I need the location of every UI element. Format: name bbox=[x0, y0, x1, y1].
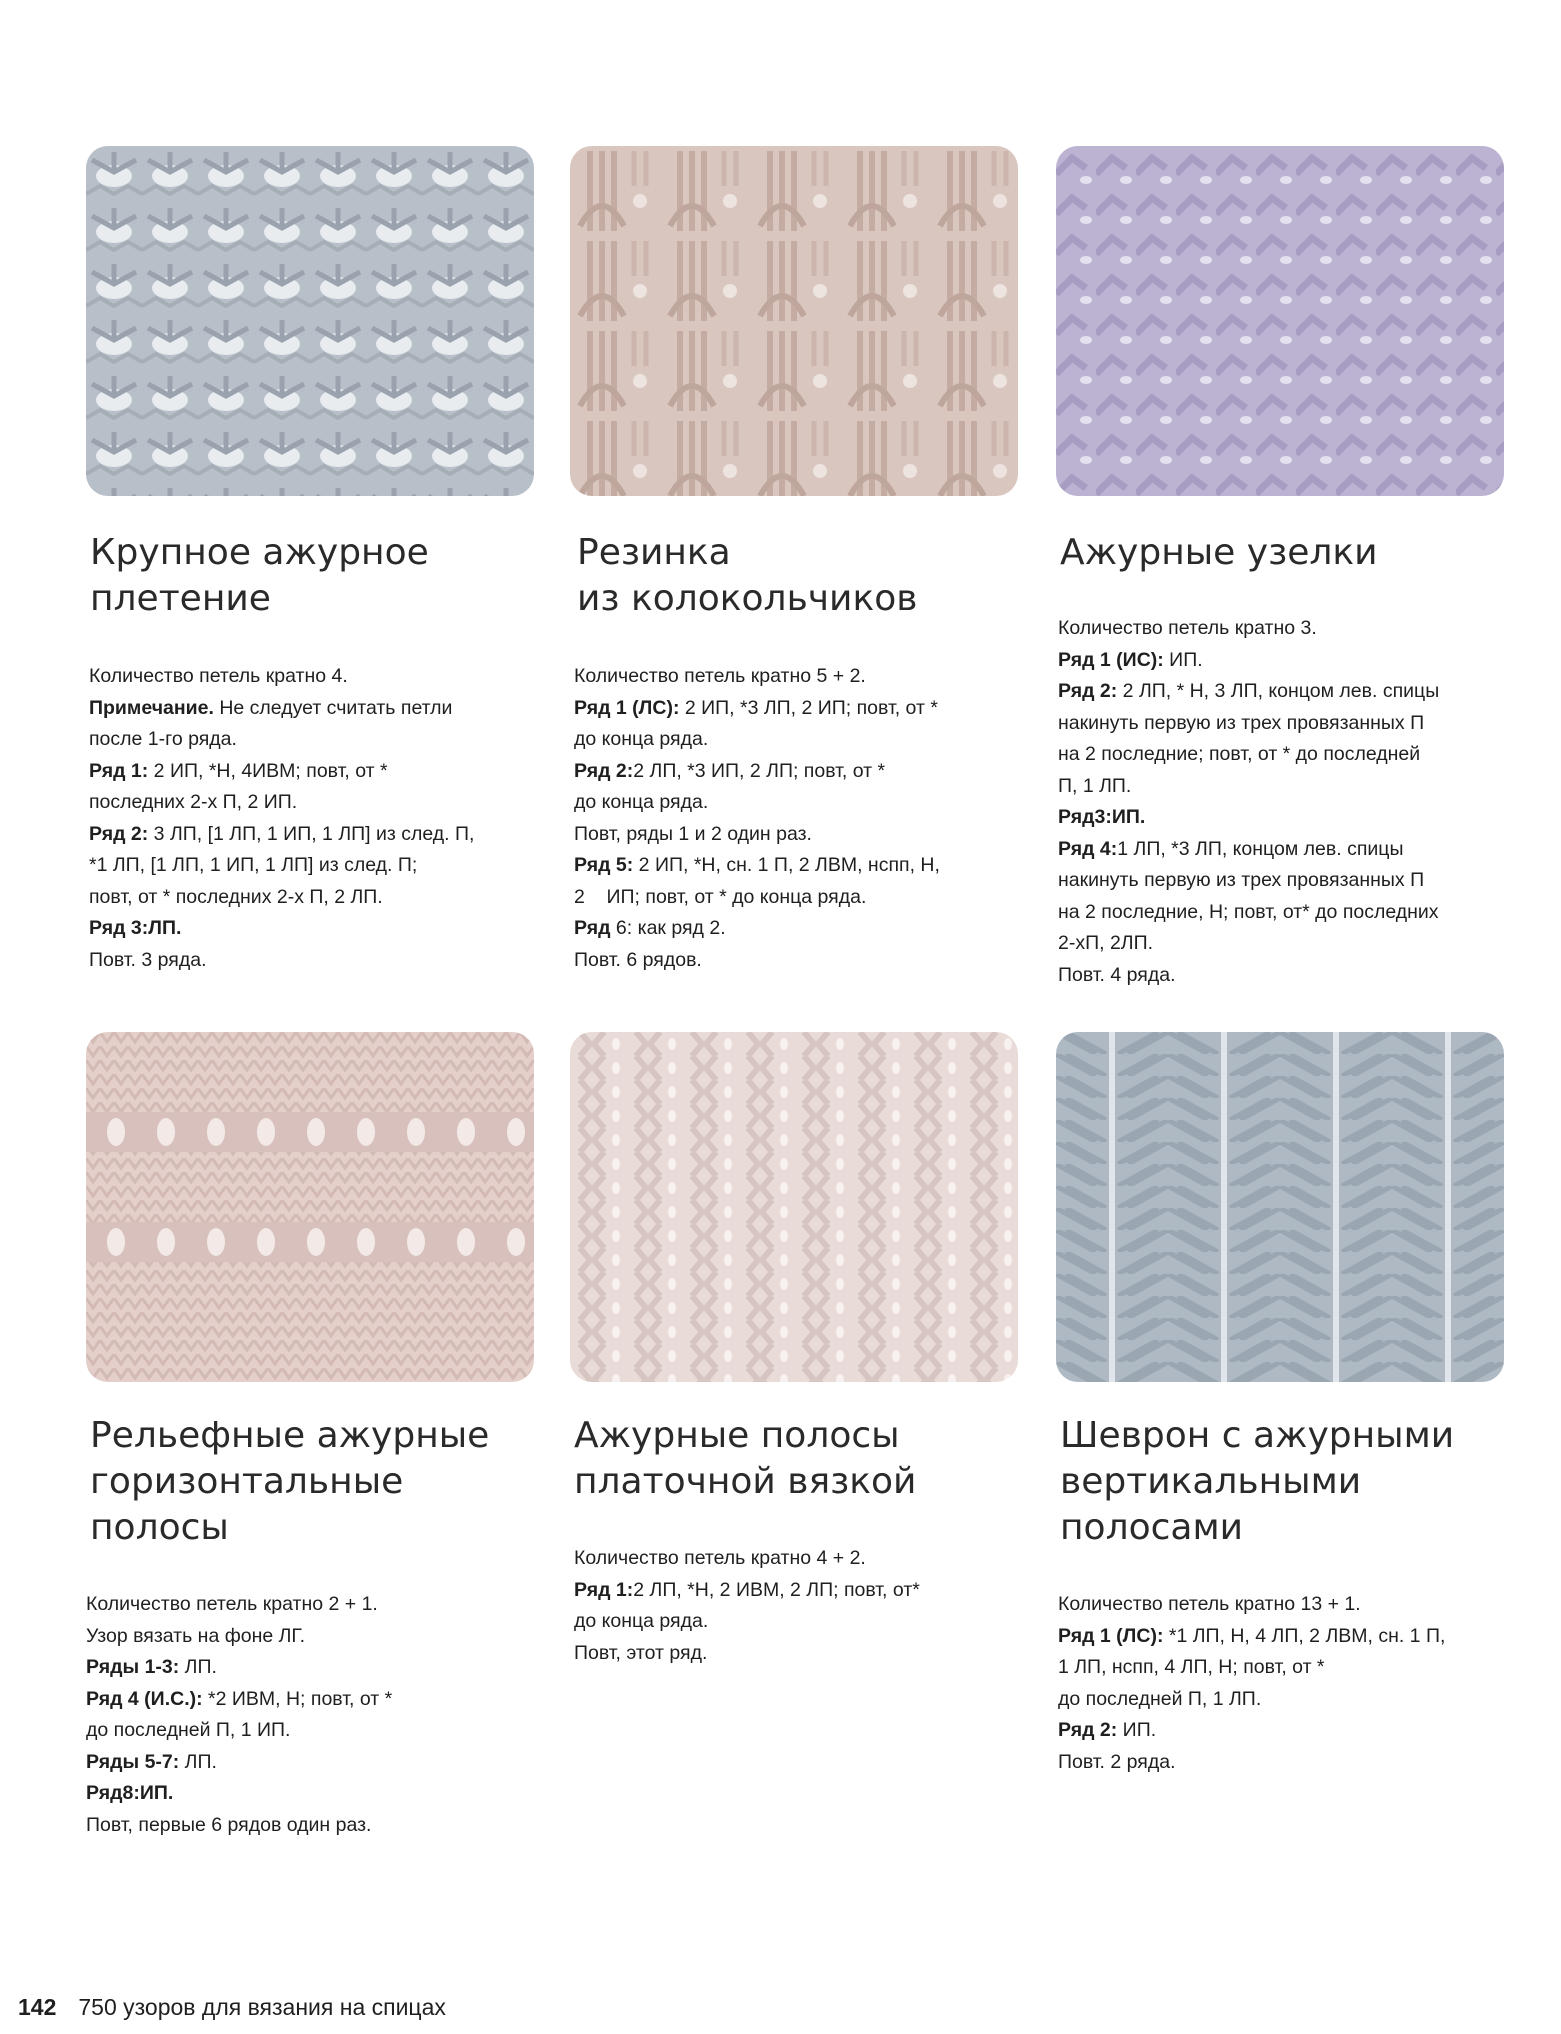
instruction-line: на 2 последние; повт, от * до последней bbox=[1058, 743, 1421, 765]
knit-sample-lilac-eyelets-photo bbox=[1056, 146, 1504, 496]
instruction-line: Количество петель кратно 3. bbox=[1058, 617, 1317, 639]
title-line: полосами bbox=[1060, 1507, 1244, 1548]
instruction-line: Ряды 5-7: ЛП. bbox=[86, 1750, 217, 1773]
pattern-instructions bbox=[574, 661, 1004, 976]
instruction-line: Ряд 2:2 ЛП, *3 ИП, 2 ЛП; повт, от * bbox=[574, 759, 886, 782]
instruction-line: до конца ряда. bbox=[574, 728, 709, 750]
instruction-line: Узор вязать на фоне ЛГ. bbox=[86, 1624, 306, 1647]
pattern-title bbox=[1060, 530, 1500, 576]
instruction-line: Ряд 2: 2 ЛП, * Н, 3 ЛП, концом лев. спицы bbox=[1058, 680, 1440, 702]
instruction-line: Ряд 1 (ЛС): *1 ЛП, Н, 4 ЛП, 2 ЛВМ, сн. 1 П, bbox=[1058, 1624, 1446, 1647]
knit-sample-cream-vertical-stripes-photo bbox=[570, 1032, 1018, 1382]
instruction-line: Ряд 1 (ЛС): 2 ИП, *3 ЛП, 2 ИП; повт, от * bbox=[574, 696, 938, 719]
title-line: горизонтальные bbox=[90, 1461, 404, 1502]
title-line: Крупное ажурное bbox=[90, 532, 429, 573]
instruction-line: Повт, ряды 1 и 2 один раз. bbox=[574, 822, 812, 845]
pattern-title bbox=[574, 1413, 1014, 1505]
instruction-line: накинуть первую из трех провязанных П bbox=[1058, 869, 1425, 891]
title-line: плетение bbox=[90, 578, 271, 619]
instruction-line: Ряд 1 (ИС): ИП. bbox=[1058, 648, 1203, 671]
instruction-line: после 1-го ряда. bbox=[89, 728, 237, 750]
instruction-line: Ряд8:ИП. bbox=[86, 1782, 174, 1804]
instruction-line: 2 ИП; повт, от * до конца ряда. bbox=[574, 885, 867, 908]
pattern-photo bbox=[570, 146, 1018, 496]
title-line: Шеврон с ажурными bbox=[1060, 1415, 1455, 1456]
instruction-line: последних 2-х П, 2 ИП. bbox=[89, 791, 298, 813]
knit-sample-pink-horizontal-stripes-photo bbox=[86, 1032, 534, 1382]
instruction-line: Количество петель кратно 4. bbox=[89, 665, 348, 687]
title-line: из колокольчиков bbox=[577, 578, 918, 619]
instruction-line: Примечание. Не следует считать петли bbox=[89, 696, 453, 719]
pattern-title bbox=[577, 530, 1017, 622]
instruction-line: накинуть первую из трех провязанных П bbox=[1058, 711, 1425, 734]
knit-sample-blue-lace-photo bbox=[86, 146, 534, 496]
instruction-line: повт, от * последних 2-х П, 2 ЛП. bbox=[89, 885, 383, 908]
pattern-instructions bbox=[574, 1543, 1004, 1669]
pattern-photo bbox=[86, 1032, 534, 1382]
pattern-instructions bbox=[1058, 613, 1488, 991]
instruction-line: на 2 последние, Н; повт, от* до последних bbox=[1058, 900, 1439, 923]
instruction-line: Повт. 2 ряда. bbox=[1058, 1750, 1176, 1773]
instruction-line: *1 ЛП, [1 ЛП, 1 ИП, 1 ЛП] из след. П; bbox=[89, 854, 418, 876]
instruction-line: Количество петель кратно 2 + 1. bbox=[86, 1593, 378, 1615]
title-line: вертикальными bbox=[1060, 1461, 1362, 1502]
instruction-line: Ряд 2: ИП. bbox=[1058, 1719, 1157, 1741]
pattern-title bbox=[90, 530, 530, 622]
pattern-title bbox=[90, 1413, 530, 1551]
pattern-instructions bbox=[1058, 1589, 1488, 1778]
instruction-line: Повт. 6 рядов. bbox=[574, 948, 702, 971]
knit-sample-pink-bells-photo bbox=[570, 146, 1018, 496]
instruction-line: Количество петель кратно 5 + 2. bbox=[574, 665, 866, 687]
pattern-photo bbox=[1056, 1032, 1504, 1382]
pattern-photo bbox=[570, 1032, 1018, 1382]
page-footer bbox=[18, 1994, 446, 2021]
title-line: полосы bbox=[90, 1507, 229, 1548]
instruction-line: Повт. 4 ряда. bbox=[1058, 963, 1176, 986]
instruction-line: Количество петель кратно 13 + 1. bbox=[1058, 1593, 1361, 1615]
instruction-line: Ряд 1: 2 ИП, *Н, 4ИВМ; повт, от * bbox=[89, 759, 388, 782]
instruction-line: Ряд 2: 3 ЛП, [1 ЛП, 1 ИП, 1 ЛП] из след. П, bbox=[89, 822, 475, 845]
pattern-photo bbox=[86, 146, 534, 496]
pattern-instructions bbox=[89, 661, 519, 976]
book-title: 750 узоров для вязания на спицах bbox=[78, 1994, 446, 2020]
instruction-line: Ряд 6: как ряд 2. bbox=[574, 917, 726, 939]
title-line: Ажурные полосы bbox=[574, 1415, 900, 1456]
instruction-line: 1 ЛП, нспп, 4 ЛП, Н; повт, от * bbox=[1058, 1656, 1325, 1678]
instruction-line: Повт, первые 6 рядов один раз. bbox=[86, 1813, 372, 1836]
instruction-line: до последней П, 1 ЛП. bbox=[1058, 1687, 1262, 1710]
instruction-line: 2-хП, 2ЛП. bbox=[1058, 932, 1154, 954]
instruction-line: Повт, этот ряд. bbox=[574, 1641, 708, 1664]
instruction-line: Ряд3:ИП. bbox=[1058, 806, 1146, 828]
instruction-line: Ряд 4 (И.С.): *2 ИВМ, Н; повт, от * bbox=[86, 1687, 393, 1710]
knit-sample-blue-chevron-photo bbox=[1056, 1032, 1504, 1382]
instruction-line: Ряд 3:ЛП. bbox=[89, 917, 182, 939]
pattern-instructions bbox=[86, 1589, 516, 1841]
instruction-line: Ряд 1:2 ЛП, *Н, 2 ИВМ, 2 ЛП; повт, от* bbox=[574, 1578, 920, 1601]
pattern-photo bbox=[1056, 146, 1504, 496]
instruction-line: П, 1 ЛП. bbox=[1058, 774, 1132, 797]
instruction-line: до конца ряда. bbox=[574, 1610, 709, 1632]
title-line: платочной вязкой bbox=[574, 1461, 917, 1502]
instruction-line: до конца ряда. bbox=[574, 791, 709, 813]
title-line: Ажурные узелки bbox=[1060, 532, 1378, 573]
pattern-title bbox=[1060, 1413, 1500, 1551]
instruction-line: до последней П, 1 ИП. bbox=[86, 1719, 291, 1741]
instruction-line: Количество петель кратно 4 + 2. bbox=[574, 1547, 866, 1569]
instruction-line: Ряд 5: 2 ИП, *Н, сн. 1 П, 2 ЛВМ, нспп, Н, bbox=[574, 854, 940, 876]
title-line: Рельефные ажурные bbox=[90, 1415, 490, 1456]
instruction-line: Повт. 3 ряда. bbox=[89, 948, 207, 971]
title-line: Резинка bbox=[577, 532, 731, 573]
instruction-line: Ряды 1-3: ЛП. bbox=[86, 1656, 217, 1678]
instruction-line: Ряд 4:1 ЛП, *3 ЛП, концом лев. спицы bbox=[1058, 837, 1404, 860]
page-number: 142 bbox=[18, 1994, 57, 2020]
